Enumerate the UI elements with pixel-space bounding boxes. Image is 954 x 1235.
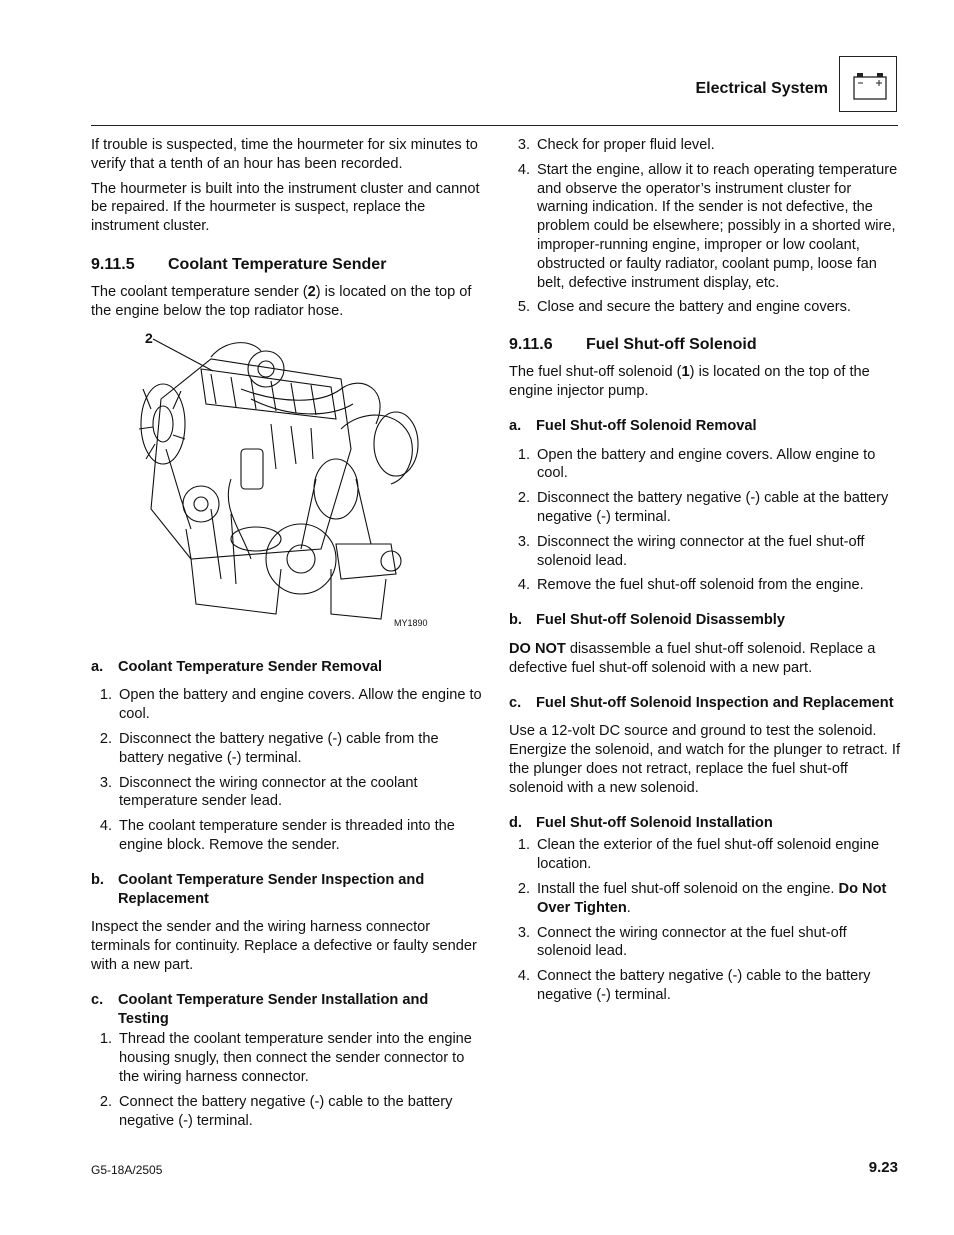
section-heading-fuel [509,335,901,354]
text-run: ) is located on the top of the engine below the top radiator hose. [91,283,472,319]
intro-paragraph-2: The hourmeter is built into the instrument cluster and cannot be repaired. If the hourmeter is suspect, replace the instrument cluster. [91,180,480,235]
section-heading-coolant [91,255,483,274]
sub-letter: d. [509,814,522,831]
sub-title: Fuel Shut-off Solenoid Inspection and Replacement [536,694,894,711]
sub-letter: c. [91,991,104,1008]
list-item: 2. Connect the battery negative (-) cable to the battery negative (-) terminal. [91,1093,483,1131]
fuel-installation-steps [509,836,901,1004]
text-run: The coolant temperature sender ( [91,283,308,300]
step-number: 4. [517,161,530,178]
step-text: Remove the fuel shut-off solenoid from the engine. [537,577,864,594]
section-number: 9.11.5 [91,255,135,273]
step-text: Connect the wiring connector at the fuel shut-off solenoid lead. [537,924,847,960]
section-number: 9.11.6 [509,336,553,354]
section-title: Fuel Shut-off Solenoid [586,336,757,354]
step-number: 3. [517,137,530,153]
fuel-removal-steps [509,446,901,596]
sub-letter: b. [91,871,104,888]
figure-code: MY1890 [394,617,428,628]
step-text: Open the battery and engine covers. Allow the engine to cool. [119,687,482,723]
subheading-fuel-installation [509,814,901,833]
step-text: Connect the battery negative (-) cable to the battery negative (-) terminal. [537,968,871,1003]
coolant-removal-steps [91,686,483,854]
list-item: 4. Connect the battery negative (-) cable to the battery negative (-) terminal. [509,967,901,1005]
subheading-fuel-removal [509,417,901,436]
callout-ref: 2 [307,283,316,300]
page-number: 9.23 [868,1159,898,1176]
sub-letter: a. [91,658,104,675]
step-text: Disconnect the battery negative (-) cable from the battery negative (-) terminal. [119,730,439,766]
warning-text: DO NOT [509,640,566,657]
list-item [509,136,901,155]
step-text: Open the battery and engine covers. Allow engine to cool. [537,446,876,482]
list-item: 2. Install the fuel shut-off solenoid on the engine. Do Not Over Tighten. [509,880,901,918]
coolant-installation-steps [91,1030,483,1130]
list-item: 1. Thread the coolant temperature sender into the engine housing snugly, then connect the sender connector to the wiring harness connector. [91,1030,483,1086]
list-item: 1. Open the battery and engine covers. Allow engine to cool. [509,446,901,484]
sub-letter: a. [509,417,522,434]
step-text: Disconnect the wiring connector at the fuel shut-off solenoid lead. [537,533,865,569]
list-item: 1. Open the battery and engine covers. Allow the engine to cool. [99,687,482,723]
coolant-intro [91,283,483,321]
fuel-intro [509,363,901,401]
subheading-coolant-removal [91,658,483,677]
sub-letter: c. [509,694,522,711]
list-item: 2. Disconnect the battery negative (-) cable at the battery negative (-) terminal. [509,489,901,527]
sub-title: Fuel Shut-off Solenoid Installation [536,814,773,831]
engine-figure [91,329,483,649]
list-item: 4. The coolant temperature sender is threaded into the engine block. Remove the sender. [91,817,483,855]
text-run: ) is located on the top of the engine injector pump. [509,364,870,399]
sub-title: Fuel Shut-off Solenoid Removal [536,417,757,434]
engine-illustration [91,329,483,629]
warning-text: Do Not Over Tighten [537,880,887,916]
fuel-disassembly-text [509,640,901,678]
callout-ref: 1 [681,364,690,381]
text-run: . [626,899,631,916]
section-title: Coolant Temperature Sender [168,255,387,273]
sub-title: Coolant Temperature Sender Installation and Testing [118,991,429,1027]
subheading-fuel-inspection [509,694,901,713]
step-text: Start the engine, allow it to reach operating temperature and observe the operator’s instrument cluster for warning indication. If the sender is not defective, the problem could be elsewhere; possibly in a shorted wire, improper-running engine, improper or low coolant, obstructed or faulty radiator, coolant pump, loose fan belt, defective instrument display, etc. [537,161,898,291]
list-item [509,161,901,293]
step-text: Disconnect the battery negative (-) cable at the battery negative (-) terminal. [537,490,889,525]
step-text: Check for proper fluid level. [537,137,715,153]
step-text: Connect the battery negative (-) cable to the battery negative (-) terminal. [119,1093,453,1129]
list-item: 2. Disconnect the battery negative (-) cable from the battery negative (-) terminal. [91,730,483,768]
header-rule [91,125,898,126]
sub-title: Fuel Shut-off Solenoid Disassembly [536,612,785,629]
list-item: 1. Clean the exterior of the fuel shut-off solenoid engine location. [509,836,901,874]
step-number: 5. [517,299,530,316]
text-run: The fuel shut-off solenoid ( [509,364,682,381]
list-item: 3. Connect the wiring connector at the fuel shut-off solenoid lead. [509,924,901,962]
list-item: 3. Disconnect the wiring connector at the fuel shut-off solenoid lead. [509,533,901,571]
step-text: Clean the exterior of the fuel shut-off solenoid engine location. [537,837,880,873]
text-run: Install the fuel shut-off solenoid on the engine. [537,880,839,897]
document-code: G5-18A/2505 [91,1163,163,1177]
step-text: Close and secure the battery and engine covers. [537,299,851,316]
step-text: The coolant temperature sender is threaded into the engine block. Remove the sender. [119,818,455,853]
intro-paragraph-1: If trouble is suspected, time the hourmeter for six minutes to verify that a tenth of an hour has been recorded. [91,137,478,172]
sub-title: Coolant Temperature Sender Removal [118,658,383,675]
figure-callout-2: 2 [145,329,153,346]
step-text: Disconnect the wiring connector at the coolant temperature sender lead. [119,774,418,810]
coolant-installation-steps-continued [509,136,901,317]
step-text: Thread the coolant temperature sender into the engine housing snugly, then connect the sender connector to the wiring harness connector. [119,1031,472,1085]
list-item: 4. Remove the fuel shut-off solenoid from the engine. [509,576,901,595]
subheading-fuel-disassembly [509,611,901,630]
coolant-inspection-text: Inspect the sender and the wiring harness connector terminals for continuity. Replace a defective or faulty sender with a new part. [91,919,477,973]
subheading-coolant-inspection [91,871,483,909]
left-column [91,136,483,1136]
chapter-title: Electrical System [695,80,828,97]
step-text [537,880,901,918]
sub-letter: b. [509,612,522,629]
right-column [509,136,901,1011]
list-item: 3. Disconnect the wiring connector at the coolant temperature sender lead. [91,774,483,812]
sub-title: Coolant Temperature Sender Inspection and Replacement [118,871,425,907]
text-run: disassemble a fuel shut-off solenoid. Replace a defective fuel shut-off solenoid with a new part. [509,640,876,676]
list-item [509,298,901,317]
battery-icon [839,56,897,112]
fuel-inspection-text: Use a 12-volt DC source and ground to test the solenoid. Energize the solenoid, and watch for the plunger to retract. If the plunger does not retract, replace the fuel shut-off solenoid with a new solenoid. [509,723,901,796]
subheading-coolant-installation [91,991,483,1029]
